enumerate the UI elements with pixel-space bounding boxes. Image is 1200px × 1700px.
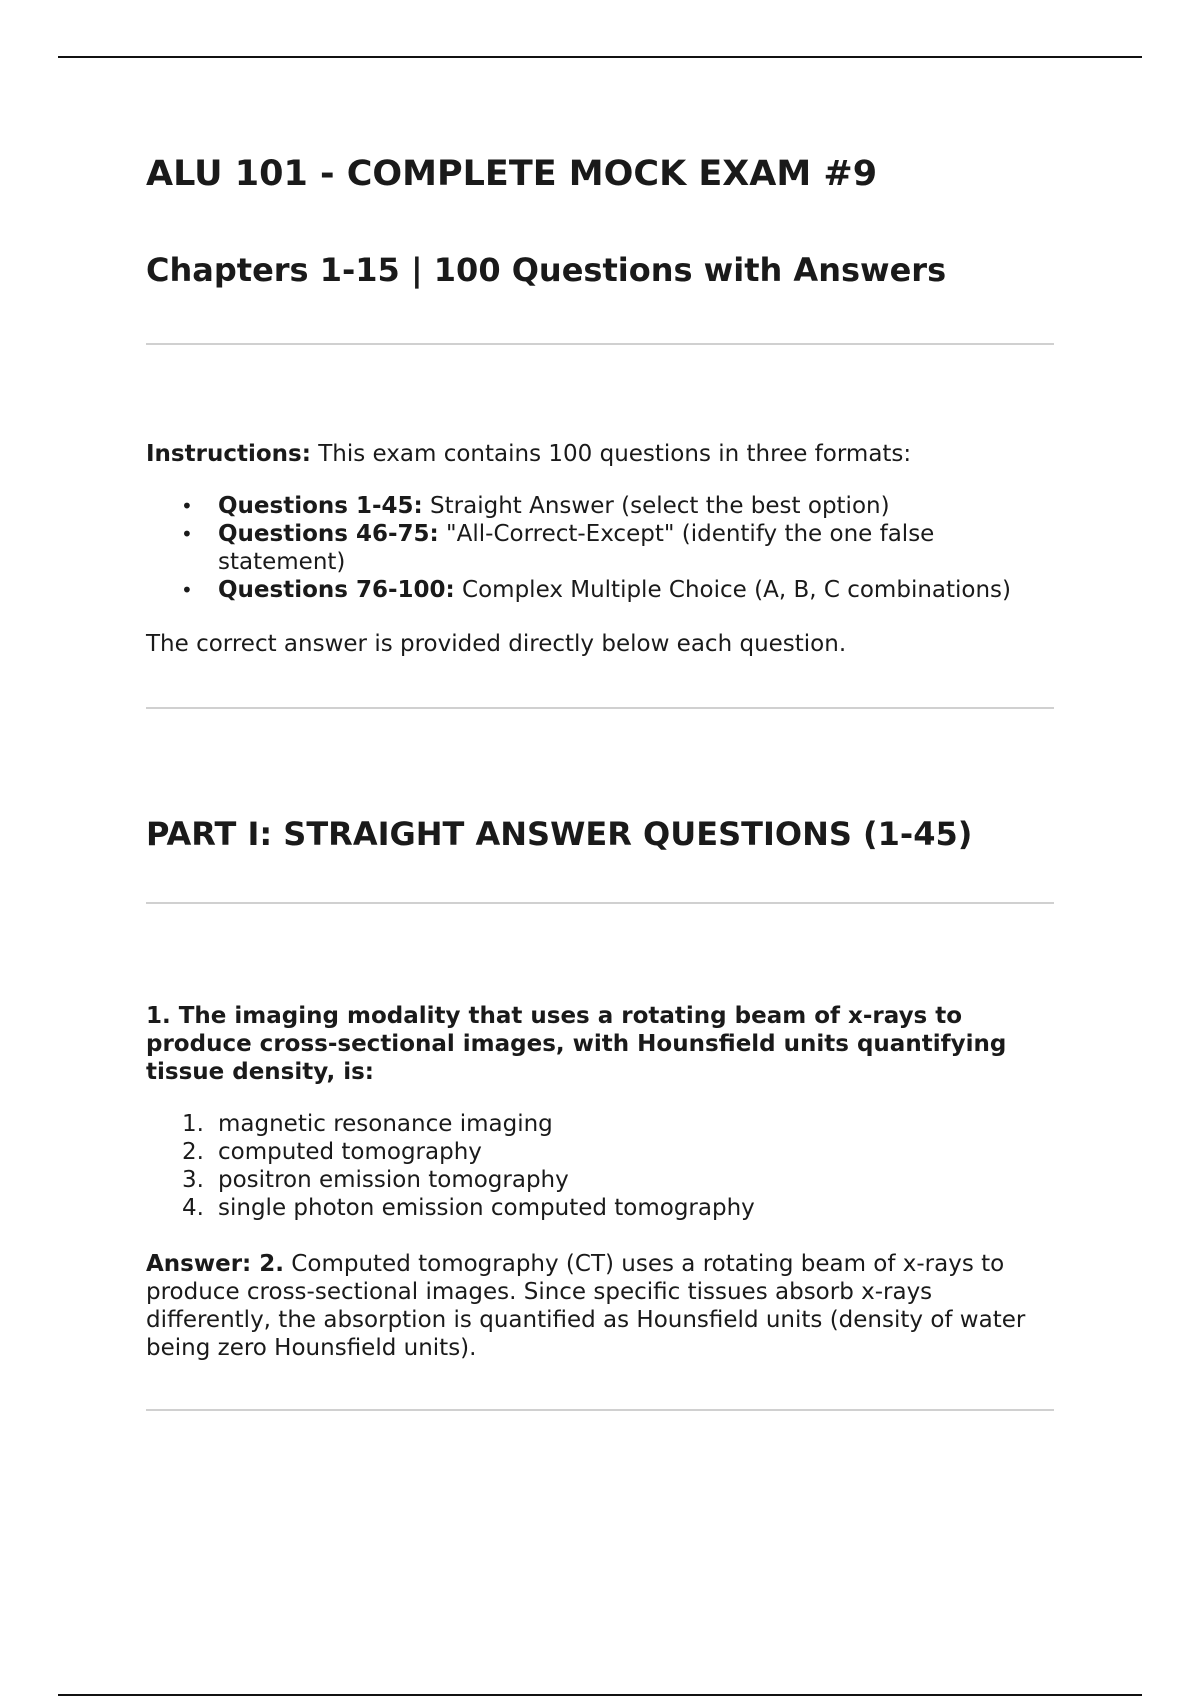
divider-2 (146, 707, 1054, 709)
instructions-text: This exam contains 100 questions in three formats: (310, 441, 912, 467)
option-text: computed tomography (218, 1139, 482, 1165)
list-item-label: Questions 46-75: (218, 521, 439, 547)
answer-label: Answer: 2. (146, 1251, 284, 1277)
bullet-icon: • (181, 522, 193, 546)
question-1-options (146, 1110, 1056, 1222)
option-number: 4. (182, 1195, 204, 1221)
divider-4 (146, 1409, 1054, 1411)
bullet-icon: • (181, 578, 193, 602)
list-item-text: Complex Multiple Choice (A, B, C combinations) (454, 577, 1012, 603)
instructions-footer: The correct answer is provided directly below each question. (146, 631, 847, 657)
question-1-answer (146, 1250, 1056, 1362)
list-item-text: "All-Correct-Except" (identify the one false statement) (218, 521, 935, 575)
option-item (146, 1110, 1056, 1138)
divider-3 (146, 902, 1054, 904)
question-1-text: 1. The imaging modality that uses a rotating beam of x-rays to produce cross-sectional images, with Hounsfield units quantifying tissue density, is: (146, 1003, 1007, 1085)
instructions-paragraph (146, 440, 1056, 468)
list-item-label: Questions 76-100: (218, 577, 455, 603)
part-title: PART I: STRAIGHT ANSWER QUESTIONS (1-45) (146, 815, 973, 853)
list-item-label: Questions 1-45: (218, 493, 423, 519)
page-top-rule (58, 56, 1142, 58)
option-item (146, 1194, 1056, 1222)
option-number: 1. (182, 1111, 204, 1137)
list-item (146, 492, 1056, 520)
list-item (146, 576, 1056, 604)
option-item (146, 1138, 1056, 1166)
bullet-icon: • (181, 494, 193, 518)
instructions-label: Instructions: (146, 441, 311, 467)
instructions-list (146, 492, 1056, 604)
answer-text: Computed tomography (CT) uses a rotating beam of x-rays to produce cross-sectional images. Since specific tissues absorb x-rays differently, the absorption is quantified as Hounsfield units (density of water being zero Hounsfield units). (146, 1251, 1026, 1361)
exam-subtitle: Chapters 1-15 | 100 Questions with Answers (146, 251, 947, 289)
option-number: 2. (182, 1139, 204, 1165)
option-item (146, 1166, 1056, 1194)
list-item-text: Straight Answer (select the best option) (422, 493, 890, 519)
option-text: magnetic resonance imaging (218, 1111, 553, 1137)
exam-title: ALU 101 - COMPLETE MOCK EXAM #9 (146, 154, 878, 194)
option-text: single photon emission computed tomography (218, 1195, 755, 1221)
list-item (146, 520, 1056, 576)
option-number: 3. (182, 1167, 204, 1193)
divider-1 (146, 343, 1054, 345)
page-bottom-rule (58, 1694, 1142, 1696)
option-text: positron emission tomography (218, 1167, 569, 1193)
